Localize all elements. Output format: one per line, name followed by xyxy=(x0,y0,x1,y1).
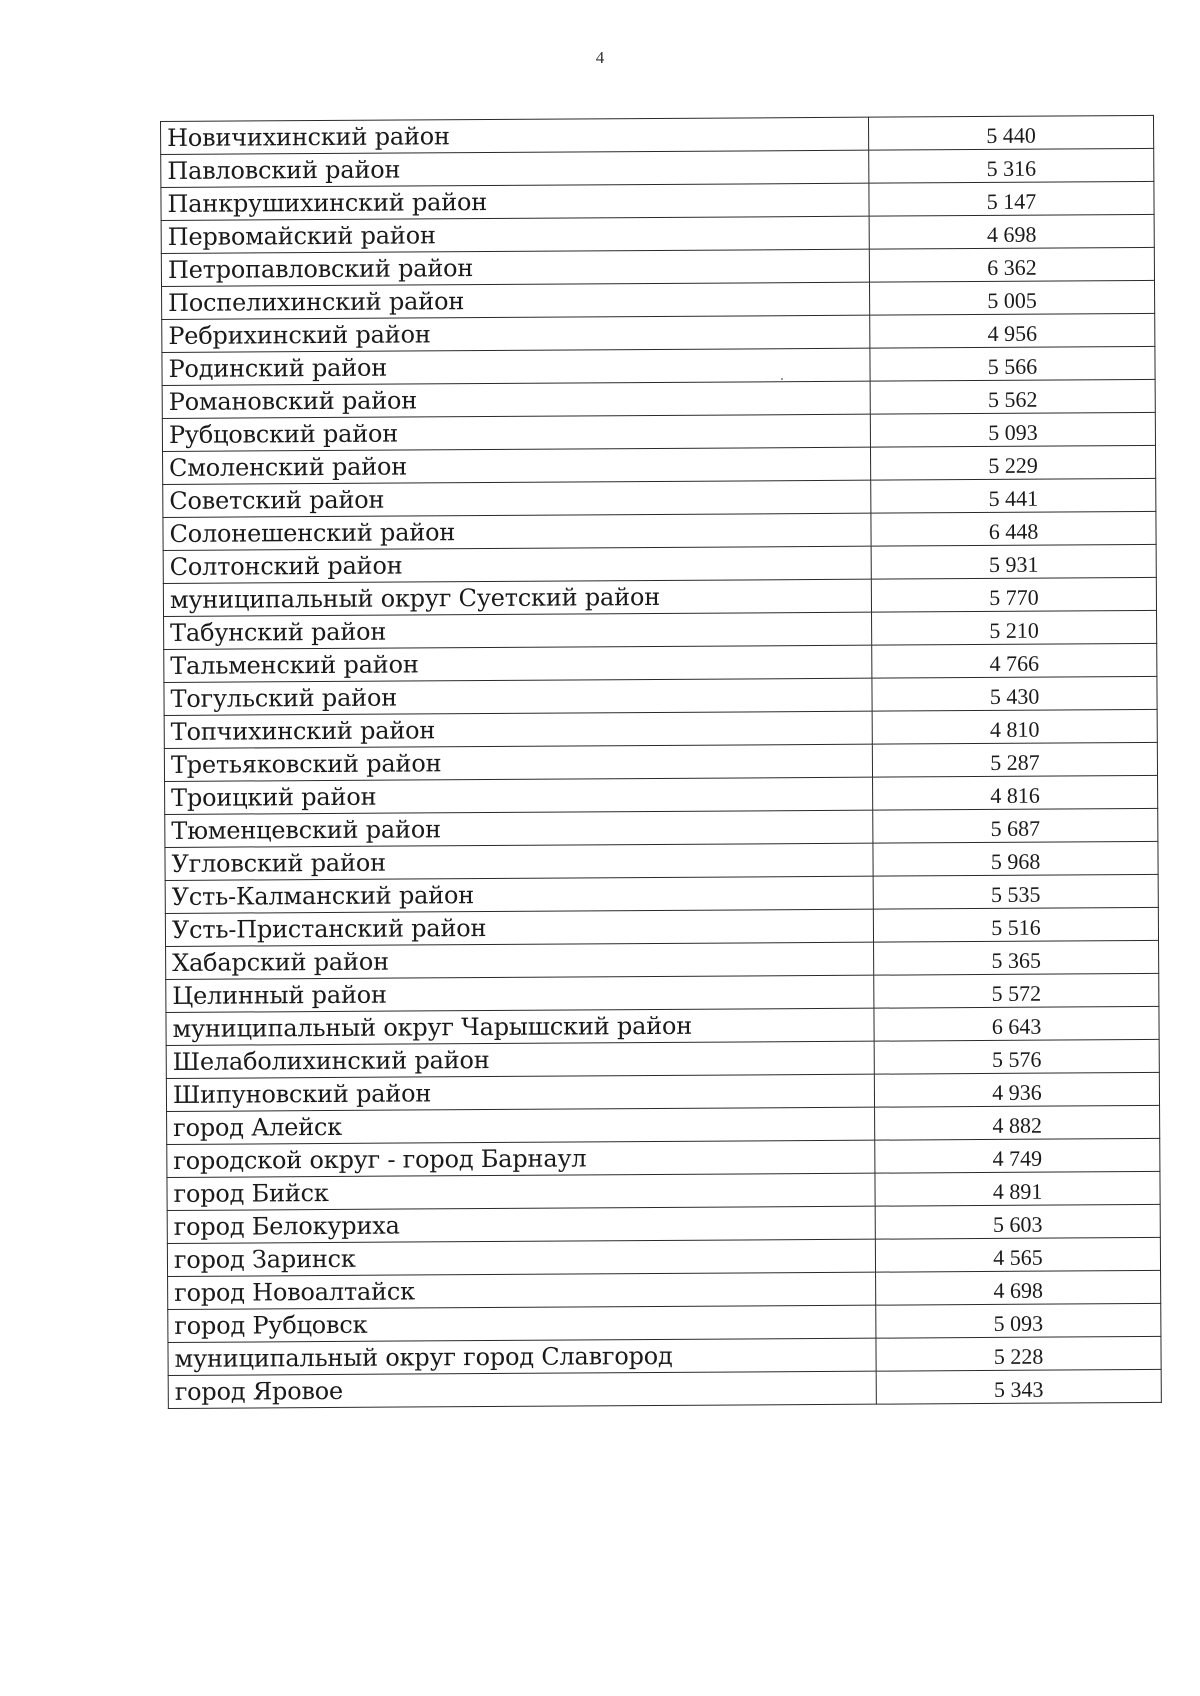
value-cell: 5 093 xyxy=(876,1303,1161,1338)
value-cell: 5 440 xyxy=(868,115,1153,150)
value-cell: 5 229 xyxy=(871,445,1156,480)
municipality-name-cell: Солтонский район xyxy=(163,546,871,583)
municipality-name-cell: Угловский район xyxy=(165,843,873,880)
municipality-name-cell: город Алейск xyxy=(167,1107,875,1144)
value-cell: 5 210 xyxy=(872,610,1157,645)
value-cell: 5 441 xyxy=(871,478,1156,513)
value-cell: 5 228 xyxy=(876,1336,1161,1371)
page-number: 4 xyxy=(595,48,605,67)
municipality-name-cell: город Яровое xyxy=(168,1371,876,1408)
value-cell: 5 430 xyxy=(872,676,1157,711)
municipality-name-cell: город Новоалтайск xyxy=(168,1272,876,1309)
municipality-name-cell: муниципальный округ Чарышский район xyxy=(166,1008,874,1045)
table-row xyxy=(168,1369,1161,1408)
value-cell: 5 316 xyxy=(869,148,1154,183)
value-cell: 5 687 xyxy=(873,808,1158,843)
municipality-name-cell: Тальменский район xyxy=(164,645,872,682)
municipality-name-cell: Панкрушихинский район xyxy=(161,183,869,220)
value-cell: 5 770 xyxy=(871,577,1156,612)
data-table xyxy=(160,115,1162,1409)
value-cell: 4 816 xyxy=(873,775,1158,810)
municipality-name-cell: Шелаболихинский район xyxy=(166,1041,874,1078)
municipality-name-cell: город Белокуриха xyxy=(167,1206,875,1243)
municipality-name-cell: Солонешенский район xyxy=(163,513,871,550)
value-cell: 6 362 xyxy=(869,247,1154,282)
municipality-name-cell: Тюменцевский район xyxy=(165,810,873,847)
value-cell: 4 766 xyxy=(872,643,1157,678)
value-cell: 5 566 xyxy=(870,346,1155,381)
data-table-container xyxy=(160,115,1161,1409)
scan-artifact-dot xyxy=(781,378,783,380)
municipality-name-cell: Усть-Калманский район xyxy=(165,876,873,913)
municipality-name-cell: муниципальный округ Суетский район xyxy=(163,579,871,616)
municipality-name-cell: Третьяковский район xyxy=(164,744,872,781)
value-cell: 4 882 xyxy=(875,1105,1160,1140)
municipality-name-cell: Табунский район xyxy=(164,612,872,649)
value-cell: 4 956 xyxy=(870,313,1155,348)
value-cell: 5 562 xyxy=(870,379,1155,414)
value-cell: 4 936 xyxy=(874,1072,1159,1107)
municipality-name-cell: Петропавловский район xyxy=(161,249,869,286)
value-cell: 5 343 xyxy=(876,1369,1161,1404)
municipality-name-cell: Родинский район xyxy=(162,348,870,385)
value-cell: 5 931 xyxy=(871,544,1156,579)
value-cell: 5 365 xyxy=(874,940,1159,975)
municipality-name-cell: город Рубцовск xyxy=(168,1305,876,1342)
municipality-name-cell: городской округ - город Барнаул xyxy=(167,1140,875,1177)
municipality-name-cell: Усть-Пристанский район xyxy=(165,909,873,946)
value-cell: 5 287 xyxy=(872,742,1157,777)
value-cell: 4 749 xyxy=(875,1138,1160,1173)
value-cell: 5 572 xyxy=(874,973,1159,1008)
value-cell: 6 448 xyxy=(871,511,1156,546)
value-cell: 5 576 xyxy=(874,1039,1159,1074)
value-cell: 4 810 xyxy=(872,709,1157,744)
municipality-name-cell: Новичихинский район xyxy=(161,117,869,154)
table-body xyxy=(161,115,1162,1408)
municipality-name-cell: город Заринск xyxy=(167,1239,875,1276)
value-cell: 5 147 xyxy=(869,181,1154,216)
municipality-name-cell: Шипуновский район xyxy=(166,1074,874,1111)
municipality-name-cell: город Бийск xyxy=(167,1173,875,1210)
municipality-name-cell: Тогульский район xyxy=(164,678,872,715)
value-cell: 5 535 xyxy=(873,874,1158,909)
value-cell: 4 565 xyxy=(875,1237,1160,1272)
value-cell: 4 698 xyxy=(876,1270,1161,1305)
value-cell: 5 603 xyxy=(875,1204,1160,1239)
municipality-name-cell: Советский район xyxy=(163,480,871,517)
municipality-name-cell: Троицкий район xyxy=(165,777,873,814)
value-cell: 5 005 xyxy=(869,280,1154,315)
municipality-name-cell: муниципальный округ город Славгород xyxy=(168,1338,876,1375)
value-cell: 6 643 xyxy=(874,1006,1159,1041)
municipality-name-cell: Целинный район xyxy=(166,975,874,1012)
value-cell: 5 968 xyxy=(873,841,1158,876)
municipality-name-cell: Романовский район xyxy=(162,381,870,418)
value-cell: 4 891 xyxy=(875,1171,1160,1206)
municipality-name-cell: Первомайский район xyxy=(161,216,869,253)
value-cell: 4 698 xyxy=(869,214,1154,249)
municipality-name-cell: Ребрихинский район xyxy=(162,315,870,352)
municipality-name-cell: Поспелихинский район xyxy=(162,282,870,319)
municipality-name-cell: Топчихинский район xyxy=(164,711,872,748)
municipality-name-cell: Павловский район xyxy=(161,150,869,187)
municipality-name-cell: Рубцовский район xyxy=(162,414,870,451)
value-cell: 5 093 xyxy=(870,412,1155,447)
value-cell: 5 516 xyxy=(873,907,1158,942)
municipality-name-cell: Смоленский район xyxy=(163,447,871,484)
municipality-name-cell: Хабарский район xyxy=(166,942,874,979)
